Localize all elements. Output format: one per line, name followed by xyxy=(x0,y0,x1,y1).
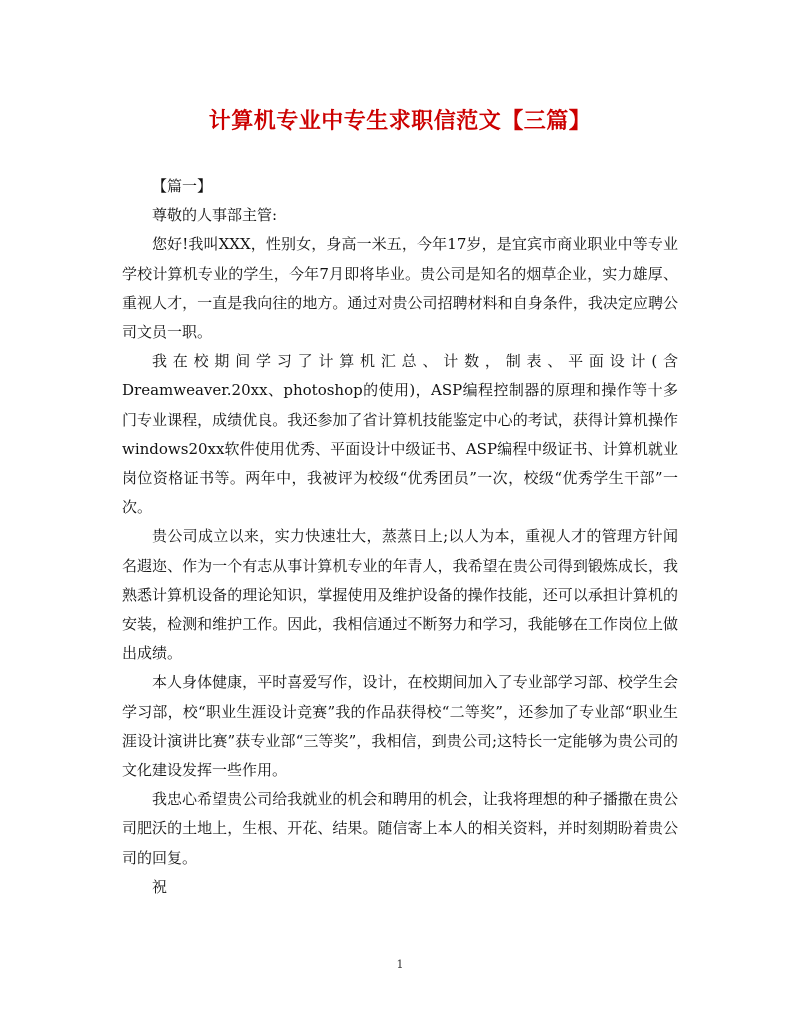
paragraph-hope: 我忠心希望贵公司给我就业的机会和聘用的机会，让我将理想的种子播撒在贵公司肥沃的土地上，生根、开花、结果。随信寄上本人的相关资料，并时刻期盼着贵公司的回复。 xyxy=(122,790,678,867)
section-label: 【篇一】 xyxy=(152,177,213,195)
paragraph-introduction: 您好!我叫XXX，性别女，身高一米五，今年17岁，是宜宾市商业职业中等专业学校计算机专业的学生，今年7月即将毕业。贵公司是知名的烟草企业，实力雄厚、重视人才，一直是我向往的地方。通过对贵公司招聘材料和自身条件，我决定应聘公司文员一职。 xyxy=(122,235,678,342)
salutation: 尊敬的人事部主管: xyxy=(152,206,278,225)
paragraph-skills: 本人身体健康，平时喜爱写作，设计，在校期间加入了专业部学习部、校学生会学习部，校“职业生涯设计竞赛”我的作品获得校“二等奖”，还参加了专业部“职业生涯设计演讲比赛”获专业部“三等奖”，我相信，到贵公司;这特长一定能够为贵公司的文化建设发挥一些作用。 xyxy=(122,673,678,780)
paragraph-motivation: 贵公司成立以来，实力快速壮大，蒸蒸日上;以人为本，重视人才的管理方针闻名遐迩、作为一个有志从事计算机专业的年青人，我希望在贵公司得到锻炼成长，我熟悉计算机设备的理论知识，掌握使用及维护设备的操作技能，还可以承担计算机的安装，检测和维护工作。因此，我相信通过不断努力和学习，我能够在工作岗位上做出成绩。 xyxy=(122,527,678,663)
document-body xyxy=(122,172,678,902)
page-number: 1 xyxy=(396,958,404,971)
paragraph-education: 我在校期间学习了计算机汇总、计数，制表、平面设计(含Dreamweaver.20xx、photoshop的使用)，ASP编程控制器的原理和操作等十多门专业课程，成绩优良。我还参加了省计算机技能鉴定中心的考试，获得计算机操作windows20xx软件使用优秀、平面设计中级证书、ASP编程中级证书、计算机就业岗位资格证书等。两年中，我被评为校级“优秀团员”一次，校级“优秀学生干部”一次。 xyxy=(122,352,678,517)
document-title: 计算机专业中专生求职信范文【三篇】 xyxy=(208,108,592,134)
closing-text: 祝 xyxy=(152,877,168,896)
